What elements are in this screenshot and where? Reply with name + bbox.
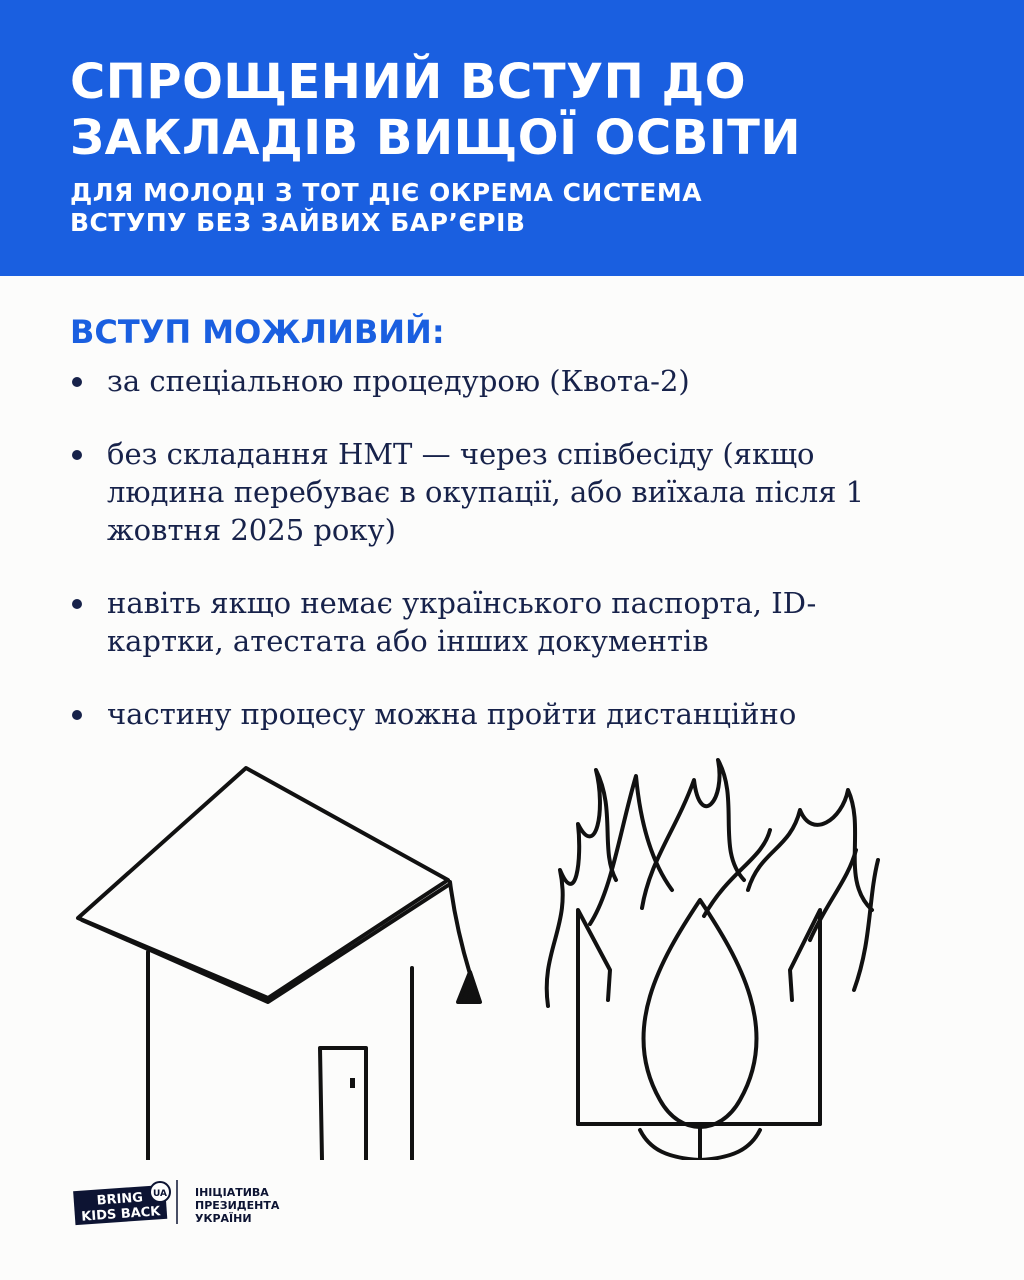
illustration [0, 740, 1024, 1160]
page-title [70, 54, 801, 166]
list-item [70, 584, 970, 660]
list-item [70, 435, 970, 549]
graduation-house-icon [78, 768, 480, 1160]
bullet-list [70, 362, 970, 768]
logo-badge: UA [153, 1189, 167, 1199]
list-item-text: жовтня 2025 року) [107, 513, 396, 547]
list-item [70, 362, 970, 400]
initiative-line: ПРЕЗИДЕНТА [195, 1199, 280, 1212]
list-item-text: навіть якщо немає українського паспорта, ID- [107, 586, 817, 620]
initiative-line: ІНІЦІАТИВА [195, 1186, 269, 1199]
title-line: ЗАКЛАДІВ ВИЩОЇ ОСВІТИ [70, 110, 802, 166]
list-item [70, 695, 970, 733]
bullet-dot-icon [72, 377, 82, 387]
bullet-dot-icon [72, 710, 82, 720]
list-item-text: без складання НМТ — через співбесіду (якщо [107, 437, 815, 471]
list-item-text: людина перебуває в окупації, або виїхала після 1 [107, 475, 865, 509]
initiative-label [195, 1186, 279, 1225]
logo-text-top: BRING [96, 1190, 144, 1209]
bullet-dot-icon [72, 599, 82, 609]
logo-text-bottom: KIDS BACK [80, 1204, 161, 1225]
list-item-text: частину процесу можна пройти дистанційно [107, 697, 797, 731]
bring-kids-back-logo [70, 1176, 180, 1228]
burning-trident-icon [547, 760, 878, 1160]
list-item-text: картки, атестата або інших документів [107, 624, 709, 658]
subtitle-line: ДЛЯ МОЛОДІ З ТОТ ДІЄ ОКРЕМА СИСТЕМА [70, 178, 703, 207]
title-line: СПРОЩЕНИЙ ВСТУП ДО [70, 54, 747, 110]
section-heading: ВСТУП МОЖЛИВИЙ: [70, 313, 445, 351]
page-subtitle [70, 178, 702, 238]
bullet-dot-icon [72, 450, 82, 460]
header-banner [0, 0, 1024, 276]
initiative-line: УКРАЇНИ [195, 1212, 252, 1225]
list-item-text: за спеціальною процедурою (Квота-2) [107, 364, 690, 398]
subtitle-line: ВСТУПУ БЕЗ ЗАЙВИХ БАР’ЄРІВ [70, 208, 526, 237]
